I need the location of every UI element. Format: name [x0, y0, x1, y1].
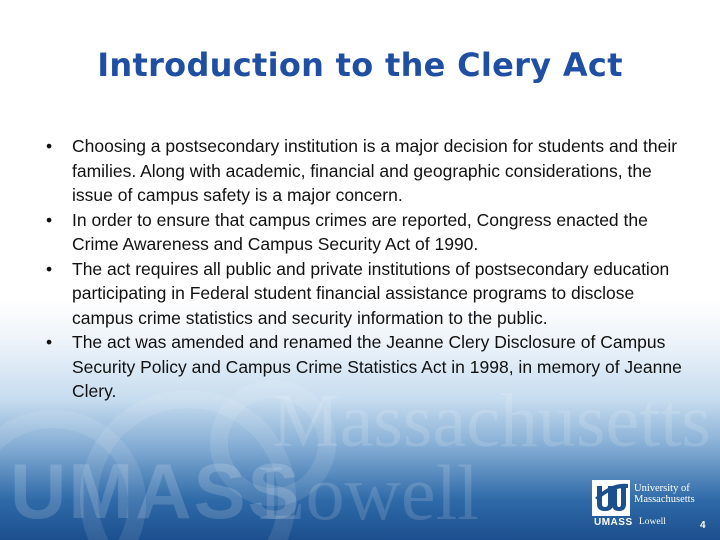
bullet-text: The act was amended and renamed the Jeanne Clery Disclosure of Campus Security Policy and Campus Crime Statistics Act in 1998, in memory of Jeanne Clery.: [72, 332, 682, 401]
logo-line-1: University of: [634, 483, 690, 494]
bullet-dot-icon: •: [46, 209, 53, 230]
bullet-text: In order to ensure that campus crimes are reported, Congress enacted the Crime Awareness and Campus Security Act of 1990.: [72, 209, 648, 254]
logo-university-text: [634, 483, 704, 505]
watermark-umass: UMASS: [10, 447, 302, 535]
umass-lowell-logo: [592, 480, 710, 530]
watermark-lowell: Lowell: [258, 449, 479, 536]
bullet-dot-icon: •: [46, 258, 53, 279]
bullet-dot-icon: •: [46, 136, 53, 156]
bullet-list: [46, 134, 686, 404]
watermark-circle: [0, 410, 146, 540]
logo-lowell-text: Lowell: [639, 517, 666, 527]
watermark-circle: [80, 390, 296, 540]
watermark-massachusetts: Massachusetts: [272, 380, 712, 463]
page-number: 4: [700, 520, 706, 531]
bullet-text: The act requires all public and private institutions of postsecondary education participating in Federal student financial assistance programs to disclose campus crime statistics and security information to the public.: [72, 258, 670, 328]
bullet-item: [46, 208, 686, 257]
bullet-text: Choosing a postsecondary institution is a major decision for students and their families. Along with academic, financial and geographic considerations, the issue of campus safety is a major concern.: [72, 136, 678, 205]
logo-line-2: Massachusetts: [634, 494, 695, 505]
logo-umass-text: UMASS: [594, 517, 633, 528]
bullet-item: [46, 134, 686, 208]
bullet-item: [46, 257, 686, 331]
slide-title: Introduction to the Clery Act: [97, 46, 623, 84]
bullet-item: [46, 330, 686, 404]
bullet-dot-icon: •: [46, 332, 53, 352]
umass-shield-icon: [592, 480, 630, 516]
